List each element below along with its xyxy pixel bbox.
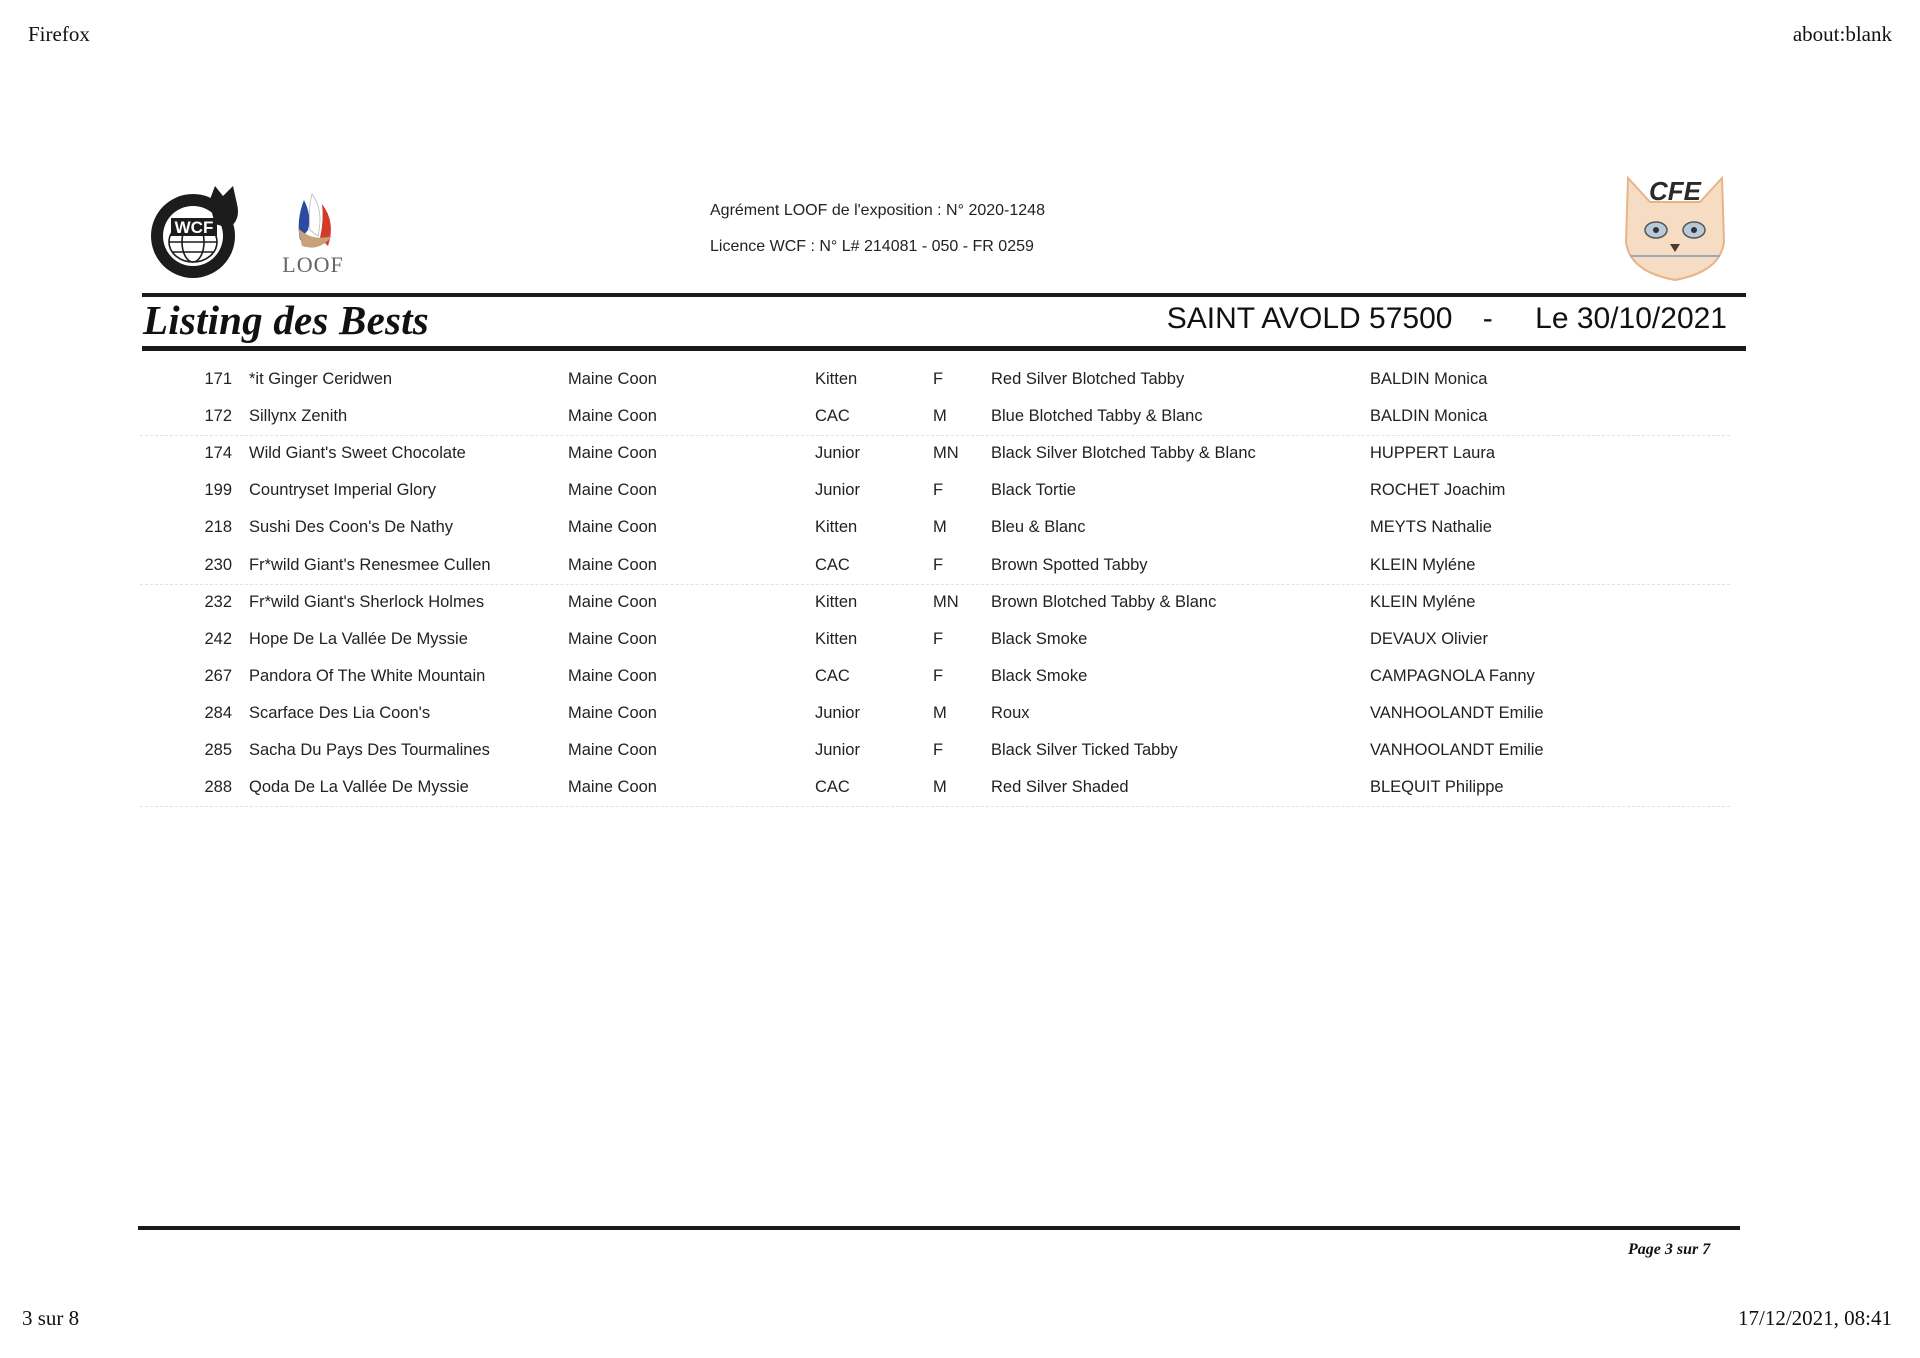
cat-class: CAC <box>815 778 850 797</box>
cat-color: Black Tortie <box>991 481 1076 500</box>
cat-name: Fr*wild Giant's Sherlock Holmes <box>249 592 485 611</box>
cat-sex: M <box>933 703 947 722</box>
cat-breed: Maine Coon <box>568 444 657 463</box>
print-footer-page: 3 sur 8 <box>22 1306 80 1330</box>
cat-sex: M <box>933 778 947 797</box>
cat-class: CAC <box>815 407 850 426</box>
cat-owner: KLEIN Myléne <box>1370 592 1476 611</box>
cat-color: Brown Spotted Tabby <box>991 555 1148 574</box>
row-number: 199 <box>204 481 232 500</box>
wcf-logo-icon <box>145 180 250 280</box>
cat-name: Countryset Imperial Glory <box>249 481 437 500</box>
table-row <box>140 472 1730 509</box>
cat-color: Bleu & Blanc <box>991 518 1086 537</box>
agrement-loof: Agrément LOOF de l'exposition : N° 2020-1248 <box>710 202 1045 219</box>
page-title: Listing des Bests <box>143 297 429 343</box>
print-footer-datetime: 17/12/2021, 08:41 <box>1737 1306 1892 1330</box>
table-row <box>140 732 1730 769</box>
cat-name: Sillynx Zenith <box>249 407 348 426</box>
cat-class: Junior <box>815 703 860 722</box>
cat-owner: HUPPERT Laura <box>1370 444 1496 463</box>
table-row <box>140 547 1730 585</box>
row-number: 288 <box>204 778 232 797</box>
print-header-app: Firefox <box>28 22 90 46</box>
row-number: 172 <box>204 407 232 426</box>
cat-owner: BALDIN Monica <box>1370 370 1488 388</box>
cat-owner: DEVAUX Olivier <box>1370 629 1488 648</box>
table-row <box>140 584 1730 621</box>
cat-sex: F <box>933 370 944 388</box>
cat-breed: Maine Coon <box>568 666 657 685</box>
cat-owner: BLEQUIT Philippe <box>1370 778 1504 797</box>
row-number: 284 <box>204 703 232 722</box>
cat-class: Junior <box>815 444 860 463</box>
cat-breed: Maine Coon <box>568 370 657 388</box>
cat-color: Black Silver Ticked Tabby <box>991 741 1178 759</box>
cat-breed: Maine Coon <box>568 481 657 500</box>
cat-sex: F <box>933 666 944 685</box>
cat-color: Red Silver Blotched Tabby <box>991 370 1185 388</box>
show-info <box>1155 302 1727 336</box>
table-row <box>140 361 1730 398</box>
wcf-logo-text: WCF <box>174 218 214 237</box>
cat-sex: MN <box>933 592 959 611</box>
cat-owner: KLEIN Myléne <box>1370 555 1476 574</box>
cat-name: Hope De La Vallée De Myssie <box>249 629 468 648</box>
cat-sex: MN <box>933 444 959 463</box>
cat-sex: F <box>933 481 944 500</box>
row-number: 232 <box>204 592 232 611</box>
cat-name: Scarface Des Lia Coon's <box>249 703 431 722</box>
cat-sex: F <box>933 741 944 759</box>
table-row <box>140 509 1730 546</box>
row-number: 242 <box>204 629 232 648</box>
row-number: 230 <box>204 555 232 574</box>
cat-sex: F <box>933 555 944 574</box>
table-row <box>140 621 1730 658</box>
cat-breed: Maine Coon <box>568 592 657 611</box>
cat-sex: M <box>933 518 947 537</box>
cat-breed: Maine Coon <box>568 703 657 722</box>
row-number: 267 <box>204 666 232 685</box>
row-number: 285 <box>204 741 232 759</box>
show-place: SAINT AVOLD 57500 <box>1166 302 1453 335</box>
cat-name: *it Ginger Ceridwen <box>249 370 393 388</box>
cat-breed: Maine Coon <box>568 741 657 759</box>
cat-breed: Maine Coon <box>568 407 657 426</box>
row-number: 174 <box>204 444 232 463</box>
cat-class: Kitten <box>815 518 858 537</box>
cat-name: Sushi Des Coon's De Nathy <box>249 518 453 537</box>
cat-class: Kitten <box>815 629 858 648</box>
cat-class: Kitten <box>815 592 858 611</box>
cat-breed: Maine Coon <box>568 778 657 797</box>
cat-class: Kitten <box>815 370 858 388</box>
cat-owner: MEYTS Nathalie <box>1370 518 1492 537</box>
print-header-url: about:blank <box>1792 22 1892 46</box>
cat-sex: F <box>933 629 944 648</box>
cat-name: Sacha Du Pays Des Tourmalines <box>249 741 490 759</box>
cat-class: Junior <box>815 741 860 759</box>
footer-rule <box>138 1226 1740 1230</box>
page-number: Page 3 sur 7 <box>1628 1241 1711 1258</box>
show-separator: - <box>1482 302 1493 335</box>
cat-owner: VANHOOLANDT Emilie <box>1370 741 1544 759</box>
cat-color: Brown Blotched Tabby & Blanc <box>991 592 1217 611</box>
title-rule-bottom <box>142 346 1746 351</box>
loof-logo-icon <box>278 180 348 280</box>
show-date: Le 30/10/2021 <box>1535 302 1727 335</box>
table-row <box>140 435 1730 472</box>
cat-color: Black Smoke <box>991 629 1088 648</box>
cat-color: Red Silver Shaded <box>991 778 1129 797</box>
cat-name: Pandora Of The White Mountain <box>249 666 486 685</box>
cat-owner: BALDIN Monica <box>1370 407 1488 426</box>
cat-name: Wild Giant's Sweet Chocolate <box>249 444 466 463</box>
cat-owner: CAMPAGNOLA Fanny <box>1370 666 1535 685</box>
table-row <box>140 658 1730 695</box>
row-number: 218 <box>204 518 232 537</box>
table-row <box>140 398 1730 436</box>
row-number: 171 <box>204 370 232 388</box>
cat-color: Black Silver Blotched Tabby & Blanc <box>991 444 1256 463</box>
loof-logo-text: LOOF <box>282 252 344 277</box>
cat-breed: Maine Coon <box>568 518 657 537</box>
cat-class: Junior <box>815 481 860 500</box>
cat-color: Roux <box>991 703 1030 722</box>
table-row <box>140 769 1730 807</box>
table-row <box>140 695 1730 732</box>
licence-wcf: Licence WCF : N° L# 214081 - 050 - FR 0259 <box>710 238 1034 255</box>
cat-sex: M <box>933 407 947 426</box>
cat-class: CAC <box>815 666 850 685</box>
cat-owner: VANHOOLANDT Emilie <box>1370 703 1544 722</box>
cat-color: Blue Blotched Tabby & Blanc <box>991 407 1203 426</box>
cat-owner: ROCHET Joachim <box>1370 481 1506 500</box>
cat-breed: Maine Coon <box>568 629 657 648</box>
cat-name: Qoda De La Vallée De Myssie <box>249 778 469 797</box>
cat-name: Fr*wild Giant's Renesmee Cullen <box>249 555 491 574</box>
cat-class: CAC <box>815 555 850 574</box>
cfe-logo-text: CFE <box>1649 176 1701 206</box>
cat-breed: Maine Coon <box>568 555 657 574</box>
cat-color: Black Smoke <box>991 666 1088 685</box>
cfe-logo-icon <box>1620 172 1730 284</box>
